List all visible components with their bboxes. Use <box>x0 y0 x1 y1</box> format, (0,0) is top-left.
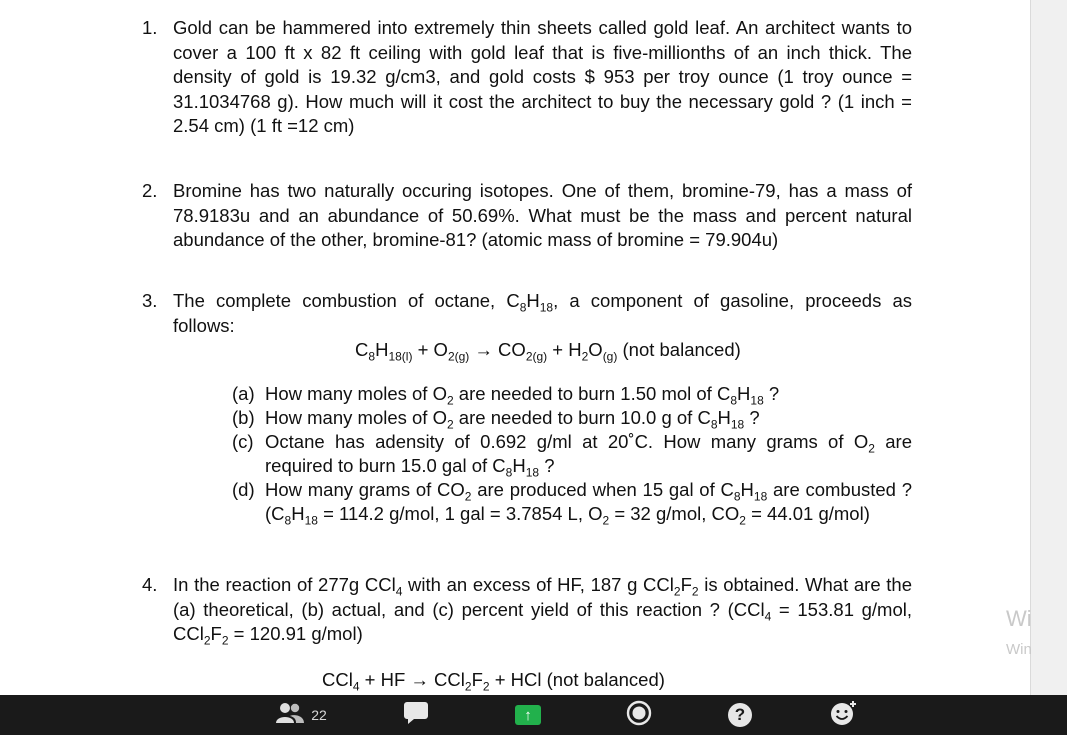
part-text: How many grams of $CO_2$ are produced when 15 gal of $C_8H_{18}$ are combusted ? ($C_8H_{18} = 114.2$ g/mol, 1 gal = 3.7854 L, $O_2 = 32$ g/mol, $CO_2 = 44.01$ g/mol) <box>265 479 912 528</box>
question-number: 1. <box>142 17 158 38</box>
participants-button[interactable] <box>266 695 336 735</box>
help-button[interactable] <box>722 695 758 735</box>
yield-equation: CCl$_4$ + HF → $CCl_2F_2$ + HCl (not balanced) <box>322 669 665 694</box>
question-3 <box>142 289 912 338</box>
question-3-parts <box>232 382 912 526</box>
question-4 <box>142 573 912 647</box>
part-label: (d) <box>232 479 255 500</box>
part-text: How many moles of $O_2$ are needed to burn 1.50 mol of $C_8H_{18}$ ? <box>265 383 780 408</box>
reactions-button[interactable] <box>826 695 862 735</box>
question-1 <box>142 16 912 139</box>
participants-count: 22 <box>311 707 327 723</box>
meeting-toolbar <box>0 695 1067 735</box>
chat-button[interactable] <box>398 695 434 735</box>
part-text: How many moles of $O_2$ are needed to burn 10.0 g of $C_8H_{18}$ ? <box>265 407 760 432</box>
question-number: 3. <box>142 290 158 311</box>
windows-activation-watermark: Wi <box>1006 606 1032 631</box>
share-screen-button[interactable] <box>510 695 546 735</box>
part-label: (a) <box>232 383 255 404</box>
question-text: Gold can be hammered into extremely thin sheets called gold leaf. An architect wants to cover a 100 ft x 82 ft ceiling with gold leaf that is five-millionths of an inch thick. The density of gold is 19.32 g/cm3, and gold costs $ 953 per troy ounce (1 troy ounce = 31.1034768 g). How much will it cost the architect to buy the necessary gold ? (1 inch = 2.54 cm) (1 ft =12 cm) <box>173 17 912 136</box>
part-a <box>232 382 912 406</box>
add-reaction-icon <box>829 699 859 732</box>
question-text: The complete combustion of octane, $C_8H_{18}$, a component of gasoline, proceeds as follows: <box>173 290 912 336</box>
record-button[interactable] <box>621 695 657 735</box>
combustion-equation: $C_8H_{18(l)} + O_{2(g)} \to CO_{2(g)} + H_2O_{(g)}$ (not balanced) <box>355 339 741 364</box>
share-screen-icon: ↑ <box>515 705 541 725</box>
part-b <box>232 406 912 430</box>
participants-icon <box>275 702 305 729</box>
record-icon <box>626 700 652 731</box>
chat-icon <box>403 701 429 730</box>
part-label: (c) <box>232 431 254 452</box>
question-text: In the reaction of 277g CCl$_4$ with an excess of HF, 187 g $CCl_2F_2$ is obtained. What are the (a) theoretical, (b) actual, and (c) percent yield of this reaction ? (CCl$_4$ = 153.81 g/mol, $CCl_2F_2 = 120.91$ g/mol) <box>173 574 913 648</box>
part-label: (b) <box>232 407 255 428</box>
question-number: 2. <box>142 180 158 201</box>
question-2 <box>142 179 912 253</box>
part-text: Octane has adensity of 0.692 g/ml at 20˚C. How many grams of $O_2$ are required to burn 15.0 gal of $C_8H_{18}$ ? <box>265 431 912 480</box>
help-icon: ? <box>728 703 752 727</box>
question-text: Bromine has two naturally occuring isotopes. One of them, bromine-79, has a mass of 78.9183u and an abundance of 50.69%. What must be the mass and percent natural abundance of the other, bromine-81? (atomic mass of bromine = 79.904u) <box>173 180 912 250</box>
part-c <box>232 430 912 478</box>
right-margin-strip <box>1030 0 1067 695</box>
question-number: 4. <box>142 574 158 595</box>
windows-activation-watermark-sub: Win <box>1006 641 1032 658</box>
part-d <box>232 478 912 526</box>
